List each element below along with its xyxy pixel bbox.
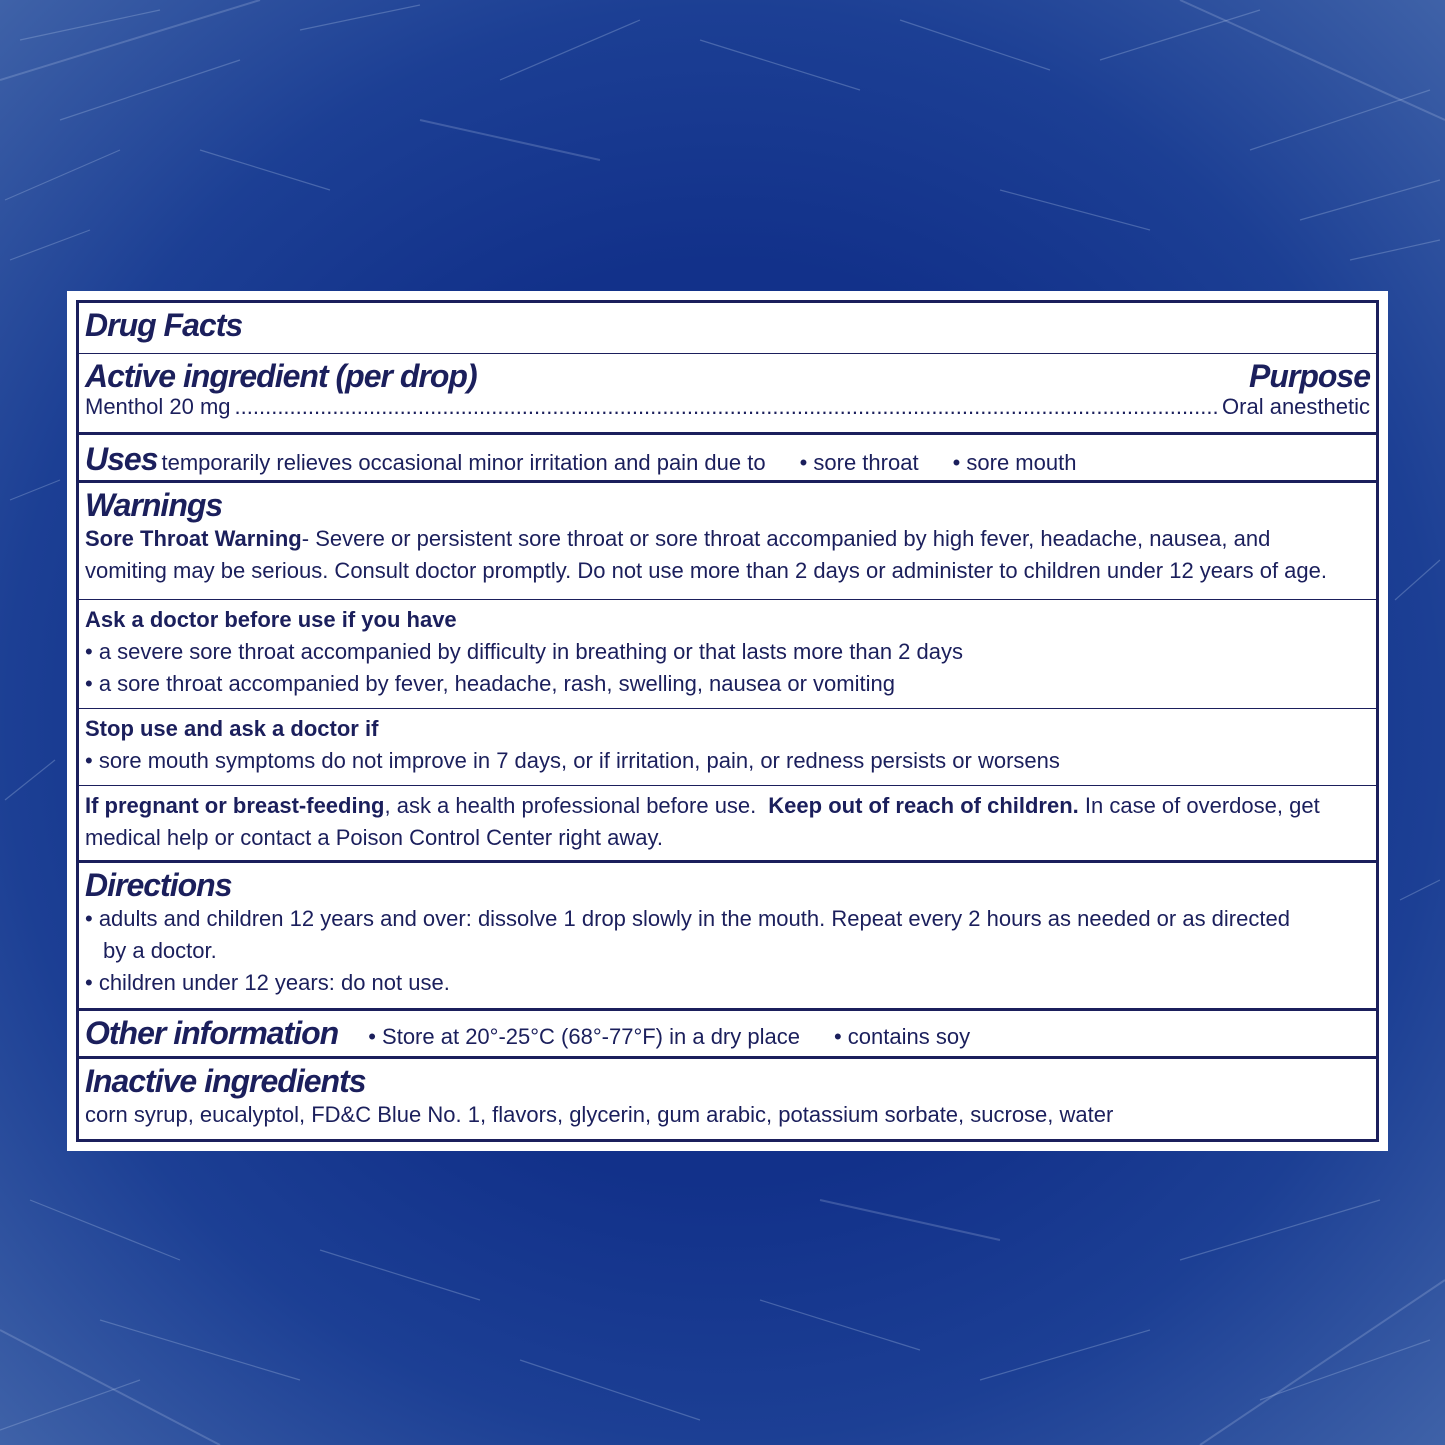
pregnancy-line1 (85, 790, 1370, 822)
uses-item-sore-throat: • sore throat (799, 450, 919, 475)
ask-doctor-section (79, 599, 1376, 709)
inactive-ingredients-heading: Inactive ingredients (85, 1063, 366, 1099)
sore-throat-warning-text: - Severe or persistent sore throat or sore throat accompanied by high fever, headache, nausea, and (301, 526, 1271, 551)
ingredient-row (85, 394, 1370, 420)
leader-dots (235, 394, 1219, 420)
directions-heading: Directions (85, 867, 232, 903)
stop-use-heading: Stop use and ask a doctor if (85, 716, 379, 741)
ask-doctor-item: • a severe sore throat accompanied by difficulty in breathing or that lasts more than 2 days (85, 639, 963, 664)
other-info-section (79, 1008, 1376, 1058)
ingredient-name: Menthol 20 mg (85, 394, 231, 419)
active-ingredient-section (79, 353, 1376, 435)
directions-item-adults: • adults and children 12 years and over: dissolve 1 drop slowly in the mouth. Repeat every 2 hours as needed or as directed (85, 906, 1290, 931)
directions-section (79, 860, 1376, 1010)
sore-throat-warning-label: Sore Throat Warning (85, 526, 302, 551)
stop-use-section (79, 708, 1376, 786)
inactive-ingredients-text: corn syrup, eucalyptol, FD&C Blue No. 1, flavors, glycerin, gum arabic, potassium sorbate, sucrose, water (85, 1102, 1114, 1127)
uses-section (79, 432, 1376, 482)
inactive-ingredients-section (79, 1056, 1376, 1142)
directions-item-children: • children under 12 years: do not use. (85, 970, 450, 995)
title-section (79, 303, 1376, 356)
other-info-item-storage: • Store at 20°-25°C (68°-77°F) in a dry place (368, 1024, 800, 1049)
directions-item-adults-cont: by a doctor. (103, 938, 217, 963)
ingredient-purpose: Oral anesthetic (1222, 394, 1370, 419)
sore-throat-warning-line1 (85, 523, 1370, 555)
uses-text: temporarily relieves occasional minor irritation and pain due to (161, 450, 766, 475)
pregnancy-section (79, 785, 1376, 863)
drug-facts-panel (67, 291, 1388, 1151)
warnings-heading: Warnings (85, 487, 223, 523)
ask-doctor-item: • a sore throat accompanied by fever, headache, rash, swelling, nausea or vomiting (85, 671, 895, 696)
drug-facts-frame (76, 300, 1379, 1142)
other-info-heading: Other information (85, 1015, 339, 1051)
sore-throat-warning-line2: vomiting may be serious. Consult doctor promptly. Do not use more than 2 days or administer to children under 12 years of age. (85, 558, 1327, 583)
stop-use-item: • sore mouth symptoms do not improve in 7 days, or if irritation, pain, or redness persists or worsens (85, 748, 1060, 773)
active-ingredient-heading: Active ingredient (per drop) (85, 358, 477, 394)
drug-facts-title: Drug Facts (85, 307, 243, 343)
purpose-heading: Purpose (1248, 358, 1370, 394)
keep-out-label: Keep out of reach of children. (768, 793, 1079, 818)
pregnancy-line2: medical help or contact a Poison Control Center right away. (85, 825, 663, 850)
other-info-item-soy: • contains soy (833, 1024, 971, 1049)
warnings-section (79, 480, 1376, 600)
uses-item-sore-mouth: • sore mouth (952, 450, 1077, 475)
ask-doctor-heading: Ask a doctor before use if you have (85, 607, 457, 632)
pregnancy-label: If pregnant or breast-feeding (85, 793, 385, 818)
keep-out-text: In case of overdose, get (1078, 793, 1320, 818)
pregnancy-text: , ask a health professional before use. (384, 793, 757, 818)
uses-heading: Uses (85, 441, 158, 477)
